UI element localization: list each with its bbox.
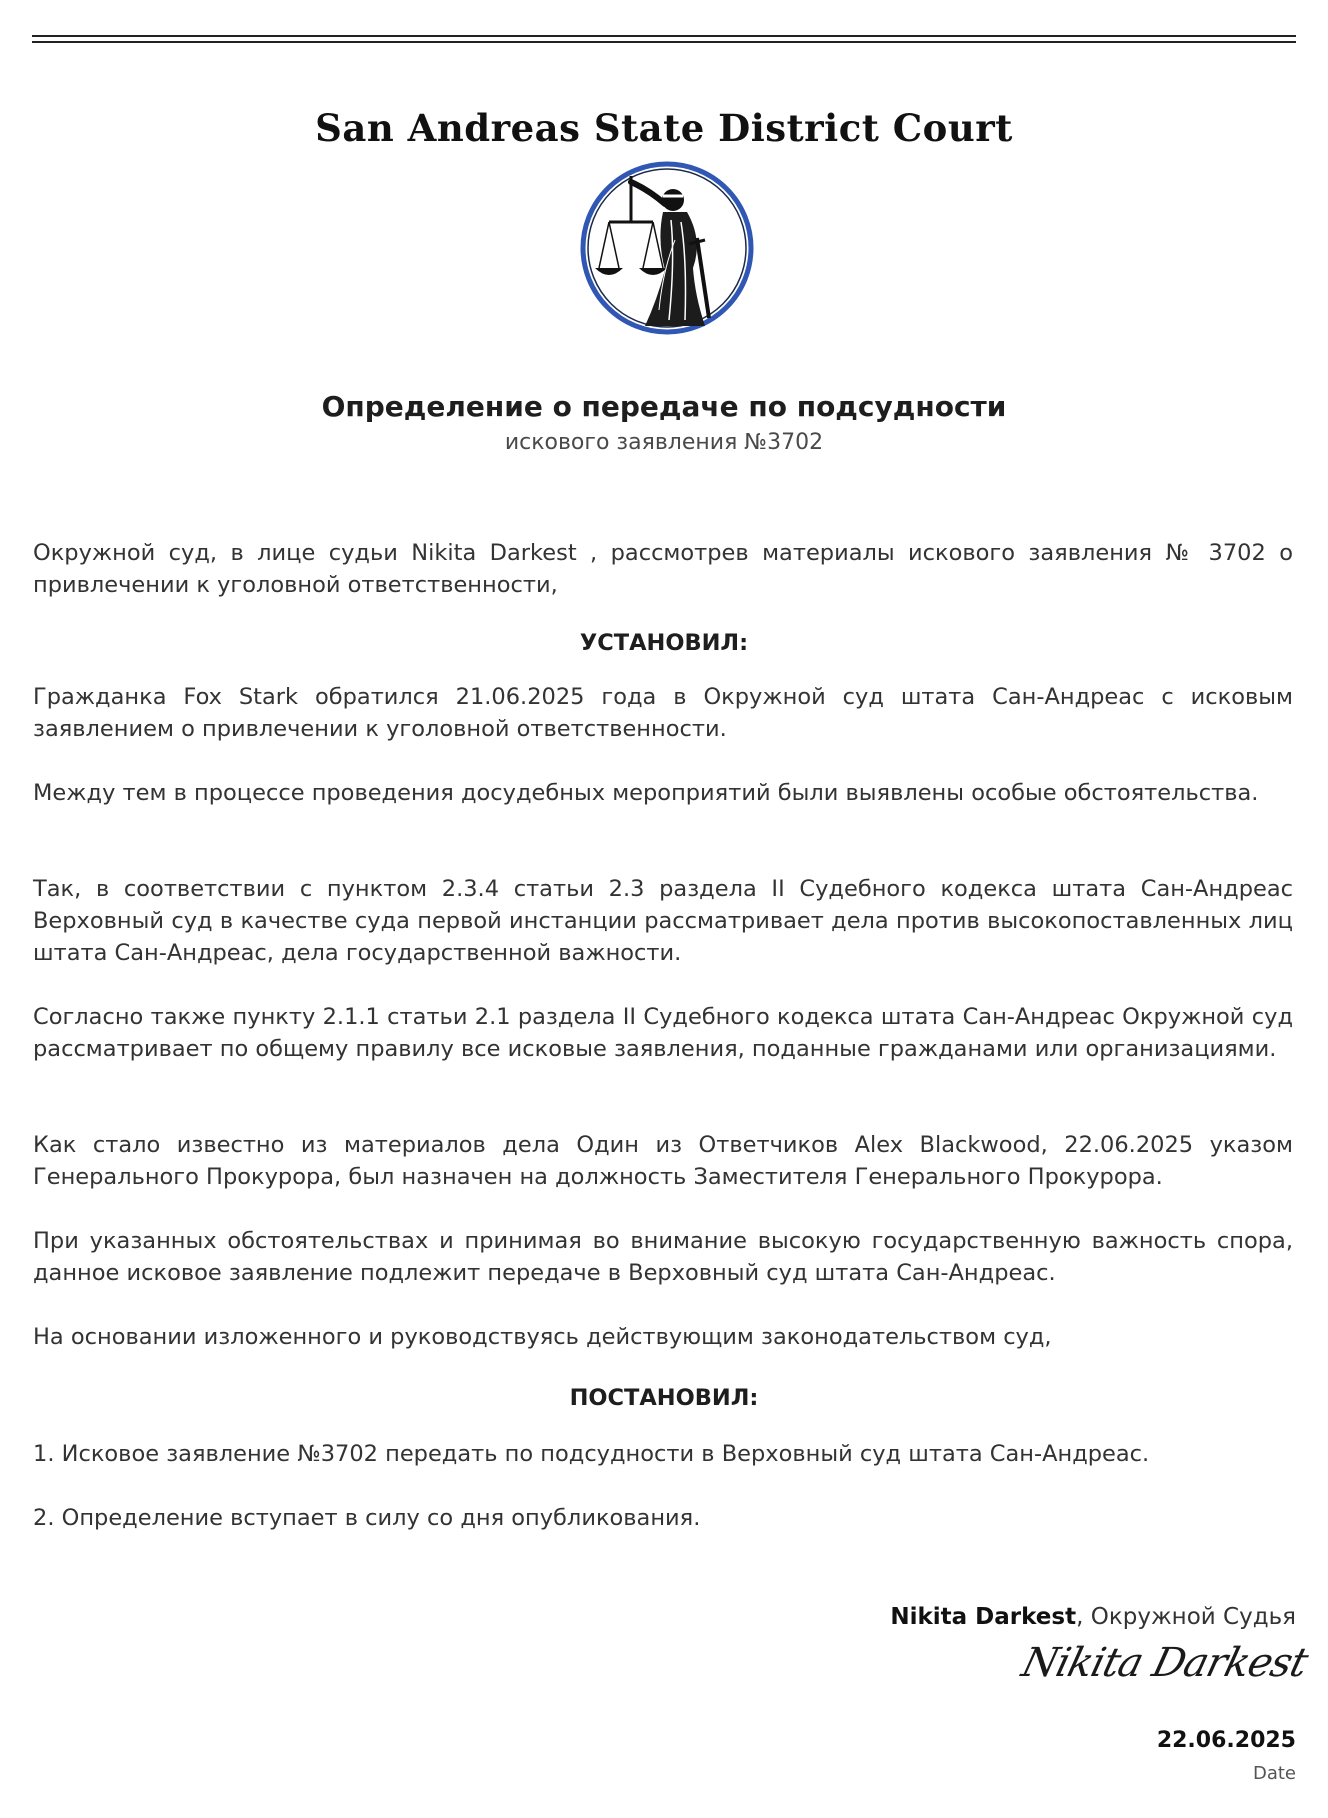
- handwritten-signature: Nikita Darkest: [1017, 1640, 1312, 1686]
- date-label: Date: [1252, 1763, 1296, 1784]
- top-divider-secondary: [32, 41, 1296, 43]
- paragraph-7: На основании изложенного и руководствуясь действующим законодательством суд,: [33, 1324, 1052, 1350]
- court-name: San Andreas State District Court: [315, 106, 1013, 150]
- document-title: Определение о передаче по подсудности: [321, 390, 1007, 423]
- date-value: 22.06.2025: [1156, 1728, 1296, 1753]
- intro-paragraph: Окружной суд, в лице судьи Nikita Darkest , рассмотрев материалы искового заявления № 3702 о привлечении к уголовной ответственности,: [33, 540, 1293, 598]
- paragraph-3: Так, в соответствии с пунктом 2.3.4 статьи 2.3 раздела II Судебного кодекса штата Сан-Андреас Верховный суд в качестве суда первой инстанции рассматривает дела против высокопоставленных лиц штата Сан-Андреас, дела государственной важности.: [33, 876, 1293, 966]
- decided-heading: ПОСТАНОВИЛ:: [569, 1385, 759, 1411]
- top-divider: [32, 35, 1296, 37]
- paragraph-5: Как стало известно из материалов дела Один из Ответчиков Alex Blackwood, 22.06.2025 указом Генерального Прокурора, был назначен на должность Заместителя Генерального Прокурора.: [33, 1132, 1293, 1190]
- judge-line: [890, 1604, 1296, 1630]
- paragraph-6: При указанных обстоятельствах и принимая во внимание высокую государственную важность спора, данное исковое заявление подлежит передаче в Верховный суд штата Сан-Андреас.: [33, 1228, 1293, 1286]
- paragraph-2: Между тем в процессе проведения досудебных мероприятий были выявлены особые обстоятельства.: [33, 780, 1259, 806]
- established-heading: УСТАНОВИЛ:: [579, 630, 749, 656]
- lady-justice-emblem-icon: [579, 160, 755, 336]
- judge-title: , Окружной Судья: [1076, 1604, 1296, 1630]
- paragraph-1: Гражданка Fox Stark обратился 21.06.2025 года в Окружной суд штата Сан-Андреас с исковым заявлением о привлечении к уголовной ответственности.: [33, 684, 1293, 742]
- document-subtitle: искового заявления №3702: [504, 430, 824, 455]
- ruling-2: 2. Определение вступает в силу со дня опубликования.: [33, 1505, 701, 1531]
- judge-name: Nikita Darkest: [890, 1604, 1077, 1630]
- paragraph-4: Согласно также пункту 2.1.1 статьи 2.1 раздела II Судебного кодекса штата Сан-Андреас Окружной суд рассматривает по общему правилу все исковые заявления, поданные гражданами или организациями.: [33, 1004, 1293, 1062]
- ruling-1: 1. Исковое заявление №3702 передать по подсудности в Верховный суд штата Сан-Андреас.: [33, 1441, 1150, 1467]
